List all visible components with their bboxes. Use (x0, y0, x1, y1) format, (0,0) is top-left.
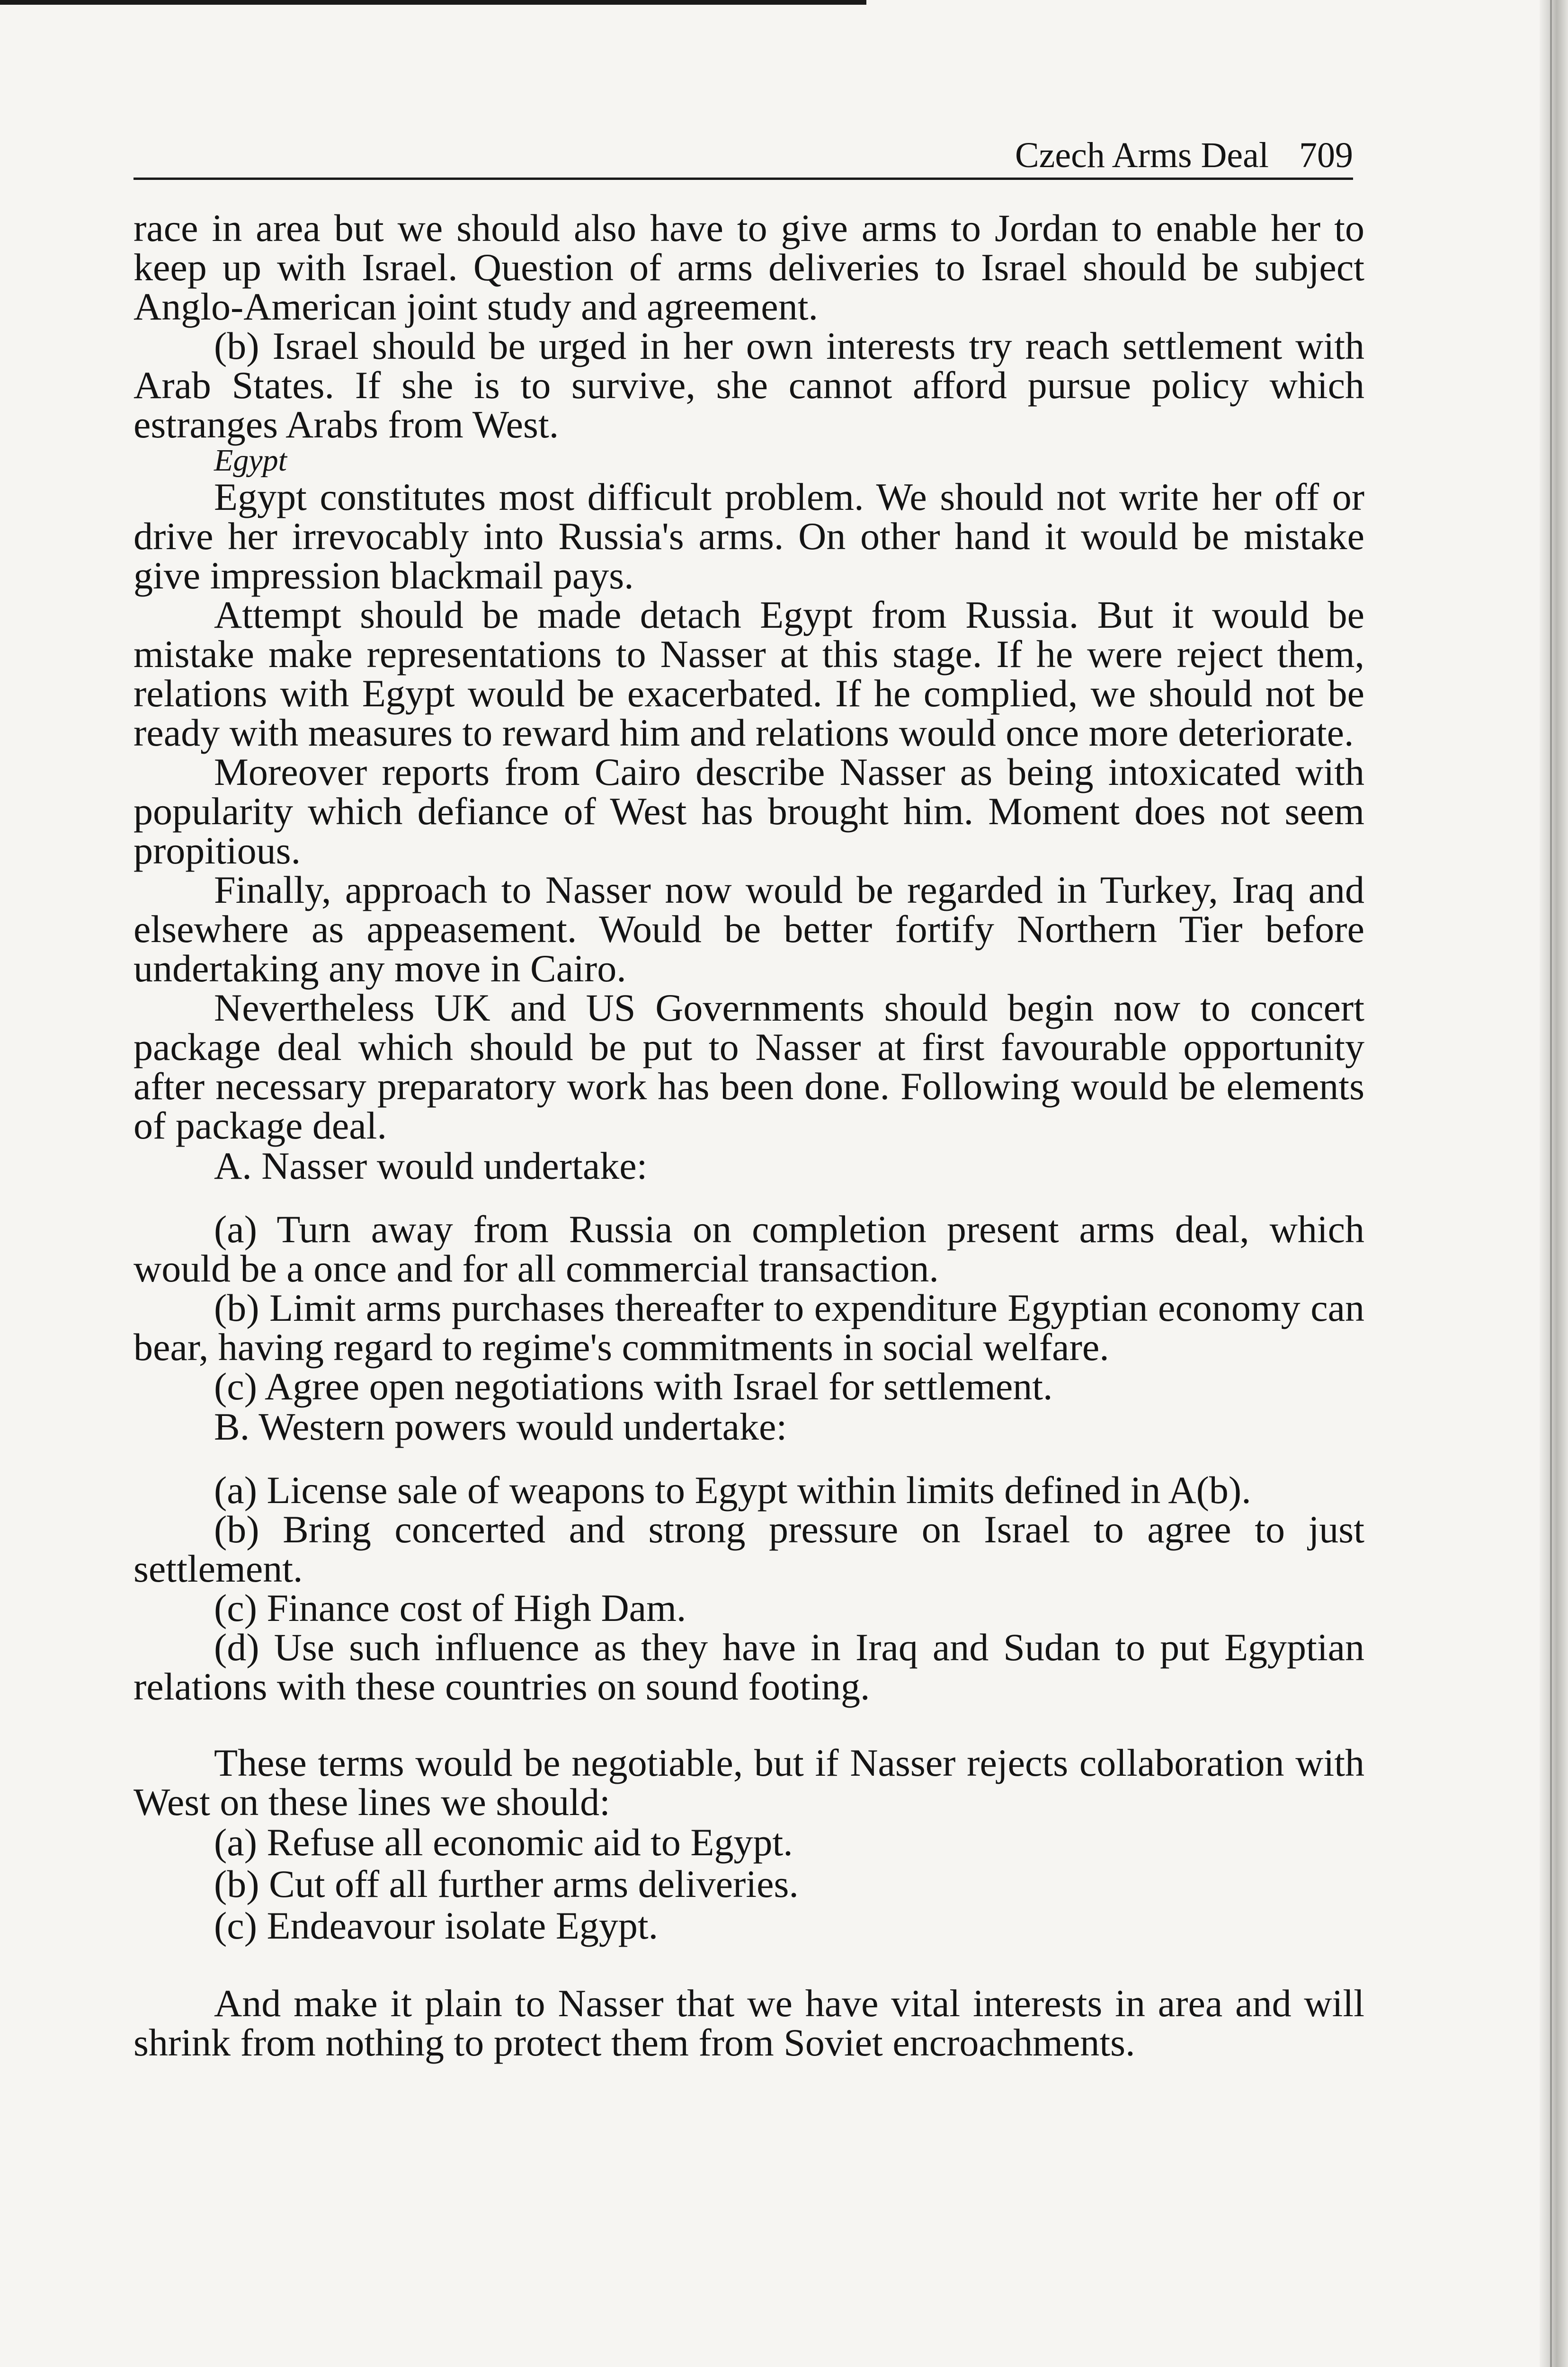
paragraph-israel-settlement: (b) Israel should be urged in her own interests try reach settlement with Arab States. If she is to survive, she cannot afford pursue policy which estranges Arabs from West. (134, 324, 1364, 446)
list-item-refuse-aid: (a) Refuse all economic aid to Egypt. (214, 1821, 793, 1864)
paragraph-package-deal: Nevertheless UK and US Governments should begin now to concert package deal which should be put to Nasser at first favourable opportunity after necessary preparatory work has been done. Following would be elements of package deal. (134, 986, 1364, 1147)
list-item-b-d: (d) Use such influence as they have in Iraq and Sudan to put Egyptian relations with these countries on sound footing. (134, 1626, 1364, 1708)
section-heading-egypt: Egypt (214, 443, 287, 478)
list-item-b-c: (c) Finance cost of High Dam. (214, 1586, 686, 1629)
scan-top-edge (0, 0, 866, 5)
document-body (134, 208, 1364, 2062)
list-item-isolate-egypt: (c) Endeavour isolate Egypt. (214, 1904, 659, 1947)
paragraph-appeasement: Finally, approach to Nasser now would be regarded in Turkey, Iraq and elsewhere as appeasement. Would be better fortify Northern Tier before undertaking any move in Cairo. (134, 868, 1364, 990)
scan-binding-edge (1540, 0, 1568, 2367)
scan-binding-line (1550, 0, 1552, 2367)
list-item-cut-arms: (b) Cut off all further arms deliveries. (214, 1862, 799, 1905)
paragraph-negotiable-terms: These terms would be negotiable, but if Nasser rejects collaboration with West on these lines we should: (134, 1741, 1364, 1824)
paragraph-egypt-problem: Egypt constitutes most difficult problem. We should not write her off or drive her irrevocably into Russia's arms. On other hand it would be mistake give impression blackmail pays. (134, 475, 1364, 597)
list-item-b-b: (b) Bring concerted and strong pressure on Israel to agree to just settlement. (134, 1508, 1364, 1590)
section-a-heading: A. Nasser would undertake: (214, 1144, 648, 1187)
list-item-a-a: (a) Turn away from Russia on completion present arms deal, which would be a once and for all commercial transaction. (134, 1208, 1364, 1290)
list-item-b-a: (a) License sale of weapons to Egypt within limits defined in A(b). (214, 1468, 1251, 1512)
paragraph-israel-arms: race in area but we should also have to give arms to Jordan to enable her to keep up with Israel. Question of arms deliveries to Israel should be subject Anglo-American joint study and agreement. (134, 206, 1364, 328)
running-head (1015, 137, 1353, 173)
paragraph-detach-egypt: Attempt should be made detach Egypt from Russia. But it would be mistake make representations to Nasser at this stage. If he were reject them, relations with Egypt would be exacerbated. If he complied, we should not be ready with measures to reward him and relations would once more deteriorate. (134, 593, 1364, 754)
page-header (134, 133, 1353, 180)
list-item-a-b: (b) Limit arms purchases thereafter to expenditure Egyptian economy can bear, having regard to regime's commitments in social welfare. (134, 1286, 1364, 1369)
header-rule (134, 178, 1353, 180)
paragraph-vital-interests: And make it plain to Nasser that we have vital interests in area and will shrink from nothing to protect them from Soviet encroachments. (134, 1982, 1364, 2064)
list-item-a-c: (c) Agree open negotiations with Israel for settlement. (214, 1365, 1053, 1408)
paragraph-cairo-reports: Moreover reports from Cairo describe Nasser as being intoxicated with popularity which defiance of West has brought him. Moment does not seem propitious. (134, 750, 1364, 872)
page-number: 709 (1299, 135, 1353, 175)
running-title: Czech Arms Deal (1015, 135, 1269, 175)
section-b-heading: B. Western powers would undertake: (214, 1405, 787, 1448)
